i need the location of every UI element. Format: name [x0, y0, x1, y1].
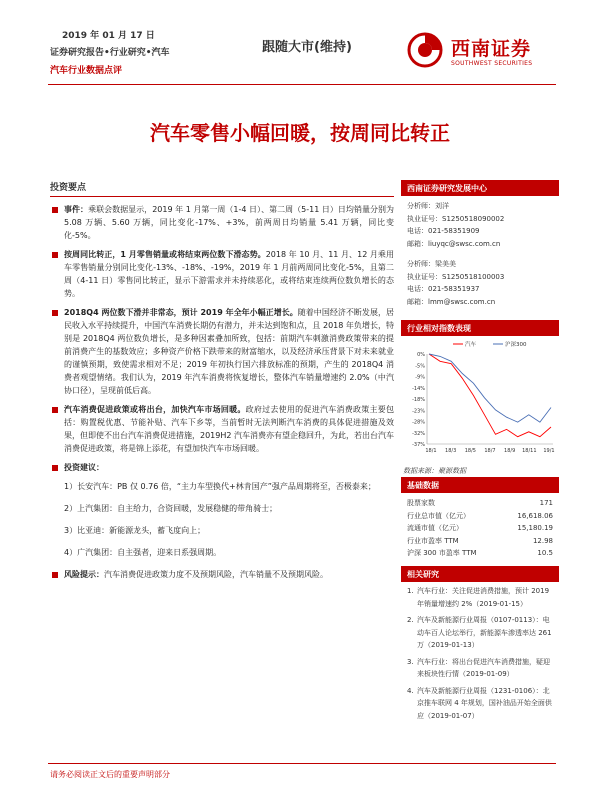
related-title: 相关研究 [401, 566, 559, 582]
suggestion-item: 1）长安汽车：PB 仅 0.76 倍，“主力车型换代+林肯国产”强产品周期将至，否极泰来； [64, 482, 376, 491]
paragraph-outlook [50, 306, 394, 397]
suggestion-item: 3）比亚迪：新能源龙头，蓄飞度向上； [64, 526, 206, 535]
x-tick-label: 19/1 [543, 448, 555, 454]
header-divider [48, 84, 556, 85]
company-logo [407, 28, 557, 76]
y-tick-label: -32% [412, 430, 425, 437]
basic-data-row: 股票家数 171 [407, 499, 553, 507]
related-item[interactable]: 3. 汽车行业：将出台促进汽车消费措施，疑迎来板块性行情（2019-01-09） [407, 657, 550, 678]
basic-data-title: 基础数据 [401, 477, 559, 493]
basic-data-box [401, 477, 559, 560]
paragraph-label: 事件： [64, 205, 89, 214]
legend-label: 汽车 [465, 342, 477, 348]
report-date: 2019 年 01 月 17 日 [62, 31, 155, 41]
analyst-box [401, 180, 559, 312]
logo-mark-icon [407, 32, 443, 68]
report-type: 证券研究报告•行业研究•汽车 [50, 48, 170, 58]
paragraph-label: 投资建议： [64, 463, 104, 472]
analyst-name: 分析师：刘洋 [407, 202, 449, 210]
y-tick-label: -18% [412, 397, 425, 403]
x-tick-label: 18/9 [504, 448, 516, 454]
analyst-phone: 电话：021-58351937 [407, 285, 480, 293]
section-title: 投资要点 [50, 180, 394, 197]
chart-source: 数据来源：聚源数据 [403, 467, 466, 475]
basic-data-row: 沪深 300 市盈率 TTM 10.5 [407, 549, 553, 557]
x-tick-label: 18/7 [484, 448, 496, 454]
x-tick-label: 18/11 [522, 448, 537, 454]
bullet-icon [52, 252, 58, 258]
analyst-license: 执业证号：S1250518090002 [407, 214, 505, 223]
suggestion-item: 2）上汽集团：自主给力，合资回暖，发展稳健的带角骑士； [64, 504, 278, 513]
logo-text-en: SOUTHWEST SECURITIES [451, 60, 533, 67]
analyst-license: 执业证号：S1250518100003 [407, 272, 505, 281]
basic-data-row: 行业总市值（亿元） 16,618.06 [407, 511, 553, 520]
basic-data-row: 行业市盈率 TTM 12.98 [407, 536, 553, 545]
analyst-box-title: 西南证券研究发展中心 [401, 180, 559, 196]
y-tick-label: 0% [417, 352, 425, 358]
paragraph-text: 汽车消费促进政策力度不及预期风险，汽车销量不及预期风险。 [104, 570, 328, 579]
paragraph-label: 汽车消费促进政策或将出台，加快汽车市场回暖。 [64, 405, 246, 414]
series-line-hs300 [429, 354, 551, 422]
x-tick-label: 18/5 [464, 448, 476, 454]
y-tick-label: -23% [412, 408, 425, 415]
x-tick-label: 18/1 [425, 448, 437, 454]
rating-label: 跟随大市(维持) [262, 40, 352, 55]
investment-highlights [50, 180, 394, 587]
y-tick-label: -37% [412, 442, 425, 448]
related-item[interactable]: 2. 汽车及新能源行业周报（0107-0113）：电动车百人论坛举行，新能源车渗透率达 261 万（2019-01-13） [407, 616, 552, 649]
analyst-email[interactable]: 邮箱：lmm@swsc.com.cn [407, 297, 496, 306]
paragraph-text: 随着中国经济不断发展，居民收入水平持续提升，中国汽车消费长期仍有潜力，并未达到饱和点，且 2018 年负增长，特别是 2018Q4 两位数负增长，是多种因素叠加所致，包括：前期汽车刺激消费政策带来的提前消费产生的基数效应；多种资产价格下跌带来的财富缩水，以及经济承压背景下对未来就业的谨慎预期，致使需求相对不足；2019 年初执行国六排放标准的预期，产生的 2018Q4 消费者观望情绪。我们认为，2019 年汽车消费将恢复增长，整体汽车销量增速约 2.0%（中汽协口径），呈现前低后高。 [64, 308, 394, 395]
report-subtype: 汽车行业数据点评 [50, 66, 123, 76]
logo-text: 西南证券 [451, 38, 532, 60]
paragraph-text: 乘联会数据显示，2019 年 1 月第一周（1-4 日）、第二周（5-11 日）日均销量分别为 5.08 万辆、5.60 万辆，同比变化-17%、+3%，前两周日均销量 5.41 万辆，同比变化-5%。 [64, 205, 395, 240]
series-line-auto [429, 354, 551, 437]
paragraph-risk [50, 568, 394, 581]
y-tick-label: -5% [415, 363, 425, 370]
legend-label: 沪深300 [505, 342, 527, 348]
analyst-name: 分析师：梁美美 [407, 260, 456, 268]
paragraph-label: 按周同比转正，1 月零售销量或将结束两位数下滑态势。 [64, 250, 266, 259]
paragraph-weekly [50, 248, 394, 300]
paragraph-text: 政府过去使用的促进汽车消费政策主要包括：购置税优惠、节能补贴、汽车下乡等，当前暂时无法判断汽车消费的具体促进措施及效果，但即使不出台汽车消费促进措施，2019H2 汽车消费亦有望企稳回升，为此，若出台汽车消费促进政策，将是锦上添花，有望加快汽车市场回暖。 [64, 405, 395, 453]
paragraph-label: 风险提示： [64, 570, 104, 579]
bullet-icon [52, 407, 58, 413]
analyst-phone: 电话：021-58351909 [407, 227, 480, 235]
analyst-email[interactable]: 邮箱：liuyqc@swsc.com.cn [407, 239, 501, 248]
related-item[interactable]: 1. 汽车行业：关注促进消费措施，预计 2019 年销量增速约 2%（2019-01-15） [407, 587, 550, 608]
chart-svg [401, 336, 559, 458]
paragraph-label: 2018Q4 两位数下滑并非常态，预计 2019 年全年小幅正增长。 [64, 308, 298, 317]
paragraph-suggestion [50, 461, 394, 474]
y-tick-label: -14% [412, 385, 425, 392]
bullet-icon [52, 465, 58, 471]
y-tick-label: -28% [412, 419, 425, 426]
analyst-list [401, 196, 559, 312]
chart-title: 行业相对指数表现 [401, 320, 559, 336]
x-tick-label: 18/3 [445, 448, 457, 454]
bullet-icon [52, 310, 58, 316]
paragraph-policy [50, 403, 394, 455]
footer-divider [48, 763, 556, 764]
related-research-box [401, 566, 559, 729]
bullet-icon [52, 207, 58, 213]
y-tick-label: -9% [415, 374, 425, 381]
bullet-icon [52, 572, 58, 578]
page-title: 汽车零售小幅回暖，按周同比转正 [150, 121, 450, 145]
suggestion-item: 4）广汽集团：自主强者，迎来日系强周期。 [64, 548, 222, 557]
paragraph-event [50, 203, 394, 242]
footer-disclaimer: 请务必阅读正文后的重要声明部分 [50, 770, 170, 779]
related-item[interactable]: 4. 汽车及新能源行业周报（1231-0106）：北京推车联网 4 年规划，国补油品开始全面供应（2019-01-07） [407, 686, 552, 720]
relative-index-chart [401, 320, 559, 480]
paragraph-text: 2018 年 10 月、11 月、12 月乘用车零售销量分别同比变化-13%、-18%、-19%，2019 年 1 月前两周同比变化-5%，且第二周（4-11 日）零售同比转正，显示下游需求并未持续恶化，或将结束连续两位数负增长的态势。 [64, 250, 394, 298]
basic-data-row: 流通市值（亿元） 15,180.19 [407, 524, 553, 532]
